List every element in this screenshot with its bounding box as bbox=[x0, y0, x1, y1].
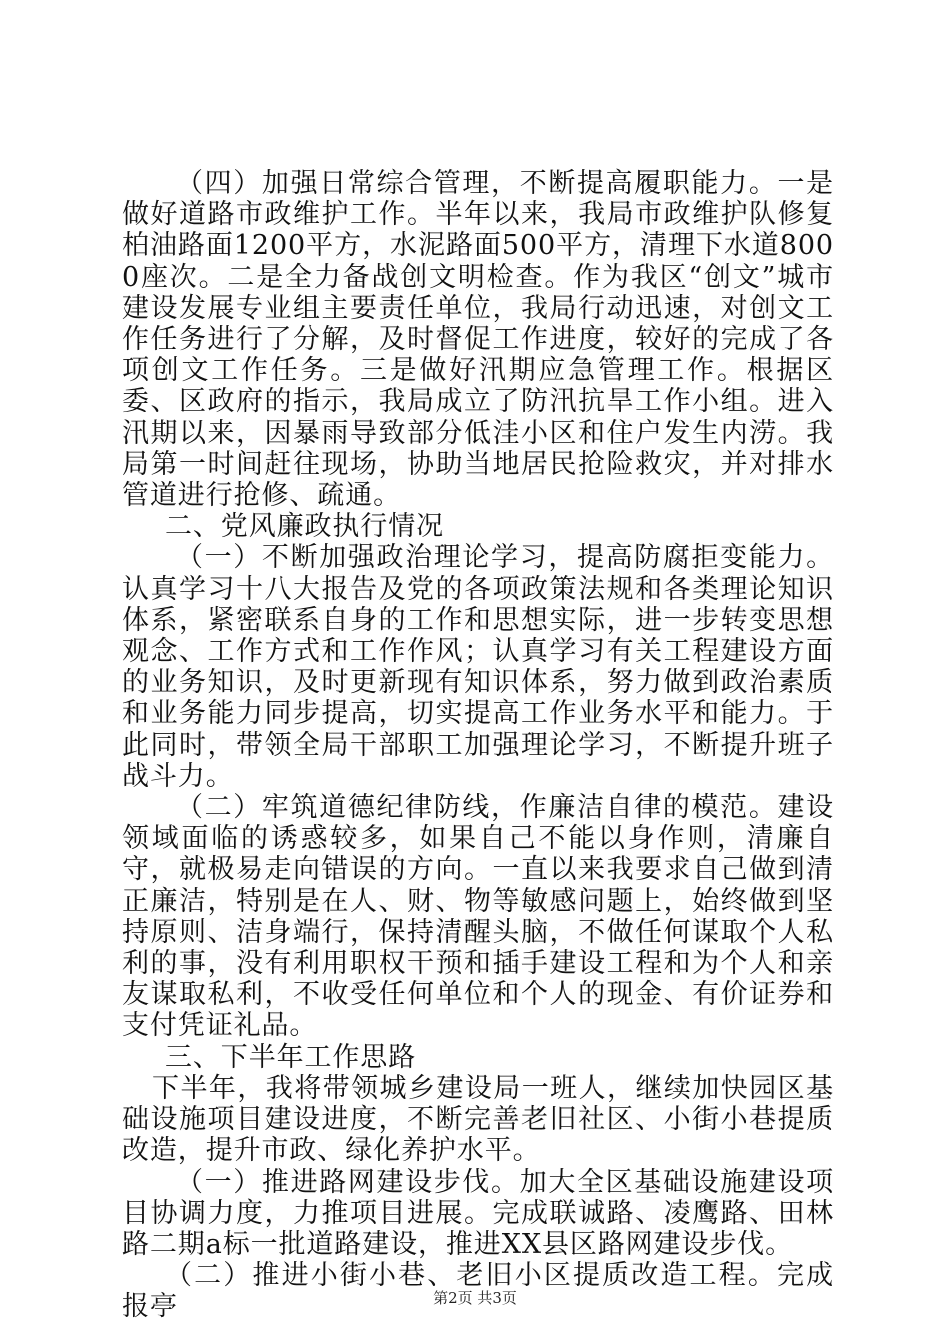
document-body bbox=[122, 168, 834, 1323]
paragraph-road-network: （一）推进路网建设步伐。加大全区基础设施建设项目协调力度，力推项目进展。完成联诚路、凌鹰路、田林路二期a标一批道路建设，推进XX县区路网建设步伐。 bbox=[122, 1166, 834, 1260]
paragraph-discipline: （二）牢筑道德纪律防线，作廉洁自律的模范。建设领域面临的诱惑较多，如果自己不能以身作则，清廉自守，就极易走向错误的方向。一直以来我要求自己做到清正廉洁，特别是在人、财、物等敏感问题上，始终做到坚持原则、洁身端行，保持清醒头脑，不做任何谋取个人私利的事，没有利用职权干预和插手建设工程和为个人和亲友谋取私利，不收受任何单位和个人的现金、有价证券和支付凭证礼品。 bbox=[122, 792, 834, 1042]
paragraph-second-half-intro: 下半年，我将带领城乡建设局一班人，继续加快园区基础设施项目建设进度，不断完善老旧社区、小街小巷提质改造，提升市政、绿化养护水平。 bbox=[122, 1072, 834, 1167]
page-number-label: 第2页 共3页 bbox=[433, 1289, 517, 1307]
paragraph-political-study: （一）不断加强政治理论学习，提高防腐拒变能力。认真学习十八大报告及党的各项政策法规和各类理论知识体系，紧密联系自身的工作和思想实际，进一步转变思想观念、工作方式和工作作风；认真学习有关工程建设方面的业务知识，及时更新现有知识体系，努力做到政治素质和业务能力同步提高，切实提高工作业务水平和能力。于此同时，带领全局干部职工加强理论学习，不断提升班子战斗力。 bbox=[122, 542, 834, 792]
section-heading-party-conduct: 二、党风廉政执行情况 bbox=[165, 511, 444, 543]
paragraph-alley-renovation: （二）推进小街小巷、老旧小区提质改造工程。完成报亭 bbox=[122, 1260, 834, 1323]
paragraph-daily-management: （四）加强日常综合管理，不断提高履职能力。一是做好道路市政维护工作。半年以来，我局市政维护队修复柏油路面1200平方，水泥路面500平方，清理下水道8000座次。二是全力备战创文明检查。作为我区“创文”城市建设发展专业组主要责任单位，我局行动迅速，对创文工作任务进行了分解，及时督促工作进度，较好的完成了各项创文工作任务。三是做好汛期应急管理工作。根据区委、区政府的指示，我局成立了防汛抗旱工作小组。进入汛期以来，因暴雨导致部分低洼小区和住户发生内涝。我局第一时间赶往现场，协助当地居民抢险救灾，并对排水管道进行抢修、疏通。 bbox=[122, 168, 834, 512]
section-heading-second-half-plan: 三、下半年工作思路 bbox=[165, 1041, 417, 1073]
page-footer bbox=[0, 1289, 950, 1307]
